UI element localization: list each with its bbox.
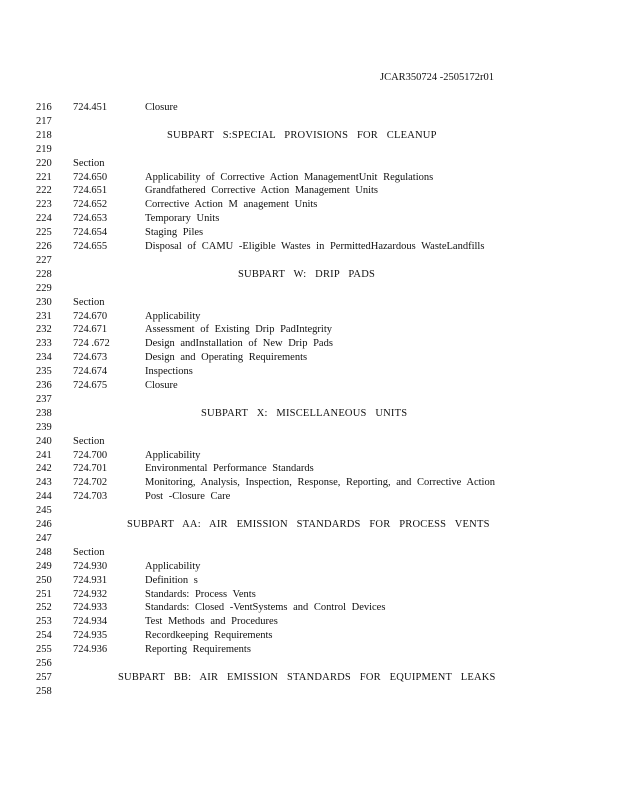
section-number: 724.931 [73, 574, 108, 586]
document-line [0, 518, 618, 532]
section-title: Design andInstallation of New Drip Pads [145, 338, 333, 350]
section-title: Reporting Requirements [145, 644, 251, 656]
line-number: 229 [36, 282, 52, 294]
document-line [0, 407, 618, 421]
document-line [0, 574, 618, 588]
section-number: 724.652 [73, 199, 108, 211]
subpart-heading: SUBPART S:SPECIAL PROVISIONS FOR CLEANUP [167, 129, 437, 141]
section-title: Grandfathered Corrective Action Management Units [145, 185, 379, 197]
line-number: 222 [36, 185, 52, 197]
section-number: 724.670 [73, 310, 108, 322]
line-number: 252 [36, 602, 52, 614]
section-title: Inspections [145, 366, 193, 378]
section-number: 724.930 [73, 560, 108, 572]
document-line [0, 365, 618, 379]
document-line [0, 685, 618, 699]
section-title: Staging Piles [145, 227, 204, 239]
line-number: 223 [36, 199, 52, 211]
document-line [0, 129, 618, 143]
line-number: 219 [36, 143, 52, 155]
section-number: Section [73, 296, 105, 308]
document-line [0, 198, 618, 212]
section-number: 724.655 [73, 241, 108, 252]
section-title: Recordkeeping Requirements [145, 630, 273, 642]
document-line [0, 588, 618, 602]
line-number: 216 [36, 102, 52, 113]
section-title: Assessment of Existing Drip PadIntegrity [145, 324, 332, 336]
document-header: JCAR350724 -2505172r01 [380, 72, 495, 83]
line-number: 217 [36, 115, 52, 127]
document-line [0, 268, 618, 282]
line-number: 250 [36, 574, 52, 586]
line-number: 247 [36, 532, 52, 544]
section-number: 724.936 [73, 644, 108, 656]
document-line [0, 310, 618, 324]
line-number: 232 [36, 324, 52, 336]
section-number: 724.650 [73, 171, 108, 183]
section-number: 724.702 [73, 477, 108, 489]
line-number: 228 [36, 268, 52, 280]
subpart-heading: SUBPART X: MISCELLANEOUS UNITS [201, 407, 408, 419]
document-line [0, 671, 618, 685]
line-number: 234 [36, 352, 52, 364]
document-line [0, 171, 618, 185]
section-title: Temporary Units [145, 213, 220, 225]
line-number: 236 [36, 380, 52, 391]
section-title: Standards: Closed -VentSystems and Control Devices [145, 602, 386, 614]
line-number: 253 [36, 616, 52, 628]
line-number: 245 [36, 505, 52, 517]
line-number: 254 [36, 630, 52, 642]
document-line [0, 449, 618, 463]
section-number: 724.932 [73, 588, 108, 600]
line-number: 241 [36, 449, 52, 461]
document-line [0, 379, 618, 393]
document-line [0, 629, 618, 643]
line-number: 221 [36, 171, 52, 183]
section-title: Monitoring, Analysis, Inspection, Response, Reporting, and Corrective Action [145, 477, 495, 489]
section-number: 724.701 [73, 463, 108, 475]
section-number: 724.651 [73, 185, 108, 197]
document-line [0, 421, 618, 435]
document-line [0, 212, 618, 226]
line-number: 240 [36, 435, 52, 447]
document-line [0, 643, 618, 657]
section-number: 724.451 [73, 102, 108, 113]
line-number: 243 [36, 477, 52, 489]
line-number: 233 [36, 338, 52, 350]
document-line [0, 240, 618, 254]
line-number: 231 [36, 310, 52, 322]
section-title: Applicability [145, 310, 201, 322]
document-line [0, 657, 618, 671]
document-line [0, 601, 618, 615]
document-line [0, 504, 618, 518]
section-number: Section [73, 435, 105, 447]
document-line [0, 254, 618, 268]
line-number: 258 [36, 685, 52, 697]
document-line [0, 546, 618, 560]
section-number: 724.700 [73, 449, 108, 461]
document-line [0, 337, 618, 351]
line-number: 256 [36, 658, 52, 669]
document-line [0, 476, 618, 490]
document-line [0, 296, 618, 310]
line-number: 246 [36, 519, 52, 530]
line-number: 257 [36, 671, 52, 683]
section-title: Design and Operating Requirements [145, 352, 308, 364]
line-number: 224 [36, 213, 52, 225]
document-line [0, 157, 618, 171]
line-number: 235 [36, 366, 52, 378]
section-title: Post -Closure Care [145, 491, 231, 503]
section-number: 724.674 [73, 366, 108, 378]
section-title: Test Methods and Procedures [145, 616, 278, 628]
section-number: 724.935 [73, 630, 108, 642]
line-number: 218 [36, 129, 52, 141]
subpart-heading: SUBPART W: DRIP PADS [238, 268, 376, 280]
section-title: Applicability of Corrective Action ManagementUnit Regulations [145, 171, 434, 183]
subpart-heading: SUBPART AA: AIR EMISSION STANDARDS FOR PROCESS VENTS [127, 519, 490, 530]
document-line [0, 184, 618, 198]
line-number: 242 [36, 463, 52, 475]
section-number: 724.671 [73, 324, 108, 336]
line-number: 230 [36, 296, 52, 308]
line-number: 238 [36, 407, 52, 419]
section-number: 724 .672 [73, 338, 110, 350]
section-number: 724.653 [73, 213, 108, 225]
document-line [0, 351, 618, 365]
line-number: 244 [36, 491, 52, 503]
section-title: Closure [145, 102, 178, 113]
section-title: Applicability [145, 449, 201, 461]
document-line [0, 101, 618, 115]
document-line [0, 323, 618, 337]
section-number: 724.654 [73, 227, 108, 239]
section-title: Disposal of CAMU -Eligible Wastes in PermittedHazardous WasteLandfills [145, 241, 485, 252]
section-title: Standards: Process Vents [145, 588, 256, 600]
section-number: 724.675 [73, 380, 108, 391]
line-number: 239 [36, 421, 52, 433]
subpart-heading: SUBPART BB: AIR EMISSION STANDARDS FOR EQUIPMENT LEAKS [118, 671, 496, 683]
section-number: 724.933 [73, 602, 108, 614]
section-number: 724.703 [73, 491, 108, 503]
document-line [0, 560, 618, 574]
document-line [0, 115, 618, 129]
document-line [0, 226, 618, 240]
section-number: Section [73, 546, 105, 558]
section-number: Section [73, 157, 105, 169]
line-number: 255 [36, 644, 52, 656]
line-number: 248 [36, 546, 52, 558]
document-line [0, 143, 618, 157]
document-line [0, 615, 618, 629]
line-number: 237 [36, 393, 52, 405]
document-line [0, 435, 618, 449]
line-number: 220 [36, 157, 52, 169]
section-title: Applicability [145, 560, 201, 572]
section-number: 724.673 [73, 352, 108, 364]
section-title: Definition s [145, 574, 198, 586]
line-number: 225 [36, 227, 52, 239]
document-line [0, 490, 618, 504]
document-line [0, 282, 618, 296]
document-line [0, 532, 618, 546]
document-line [0, 393, 618, 407]
section-number: 724.934 [73, 616, 108, 628]
document-line [0, 462, 618, 476]
line-number: 227 [36, 254, 52, 266]
section-title: Corrective Action M anagement Units [145, 199, 318, 211]
section-title: Closure [145, 380, 178, 391]
section-title: Environmental Performance Standards [145, 463, 314, 475]
line-number: 251 [36, 588, 52, 600]
line-number: 226 [36, 241, 52, 252]
line-number: 249 [36, 560, 52, 572]
